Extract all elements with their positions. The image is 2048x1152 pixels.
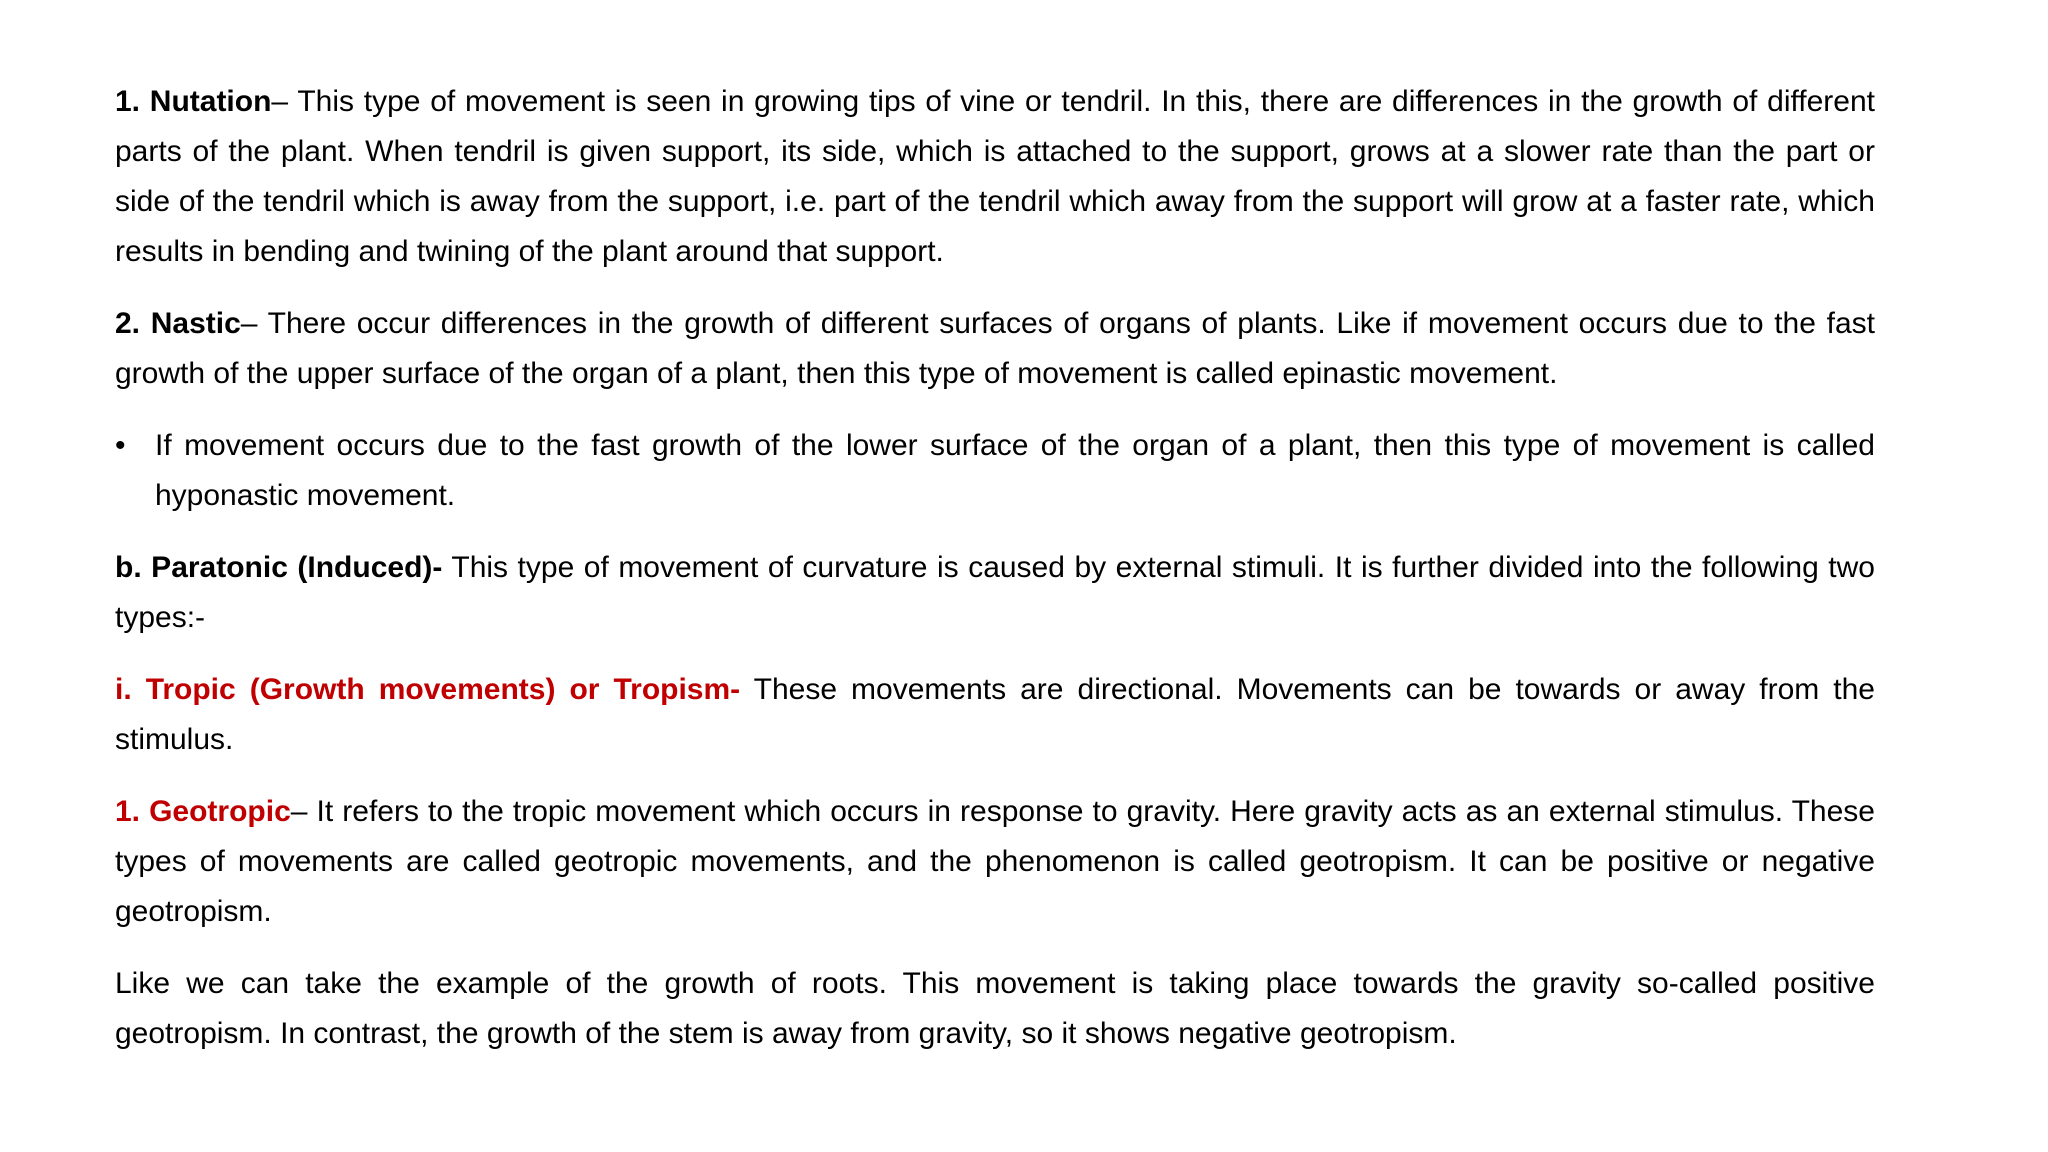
heading-tropic: i. Tropic (Growth movements) or Tropism- xyxy=(115,673,741,706)
text-tropic: These movements are directional. Movements can be towards or away from the stimulus. xyxy=(115,673,1875,756)
heading-geotropic: 1. Geotropic xyxy=(115,795,291,828)
text-geotropic: – It refers to the tropic movement which occurs in response to gravity. Here gravity acts as an external stimulus. These types of movements are called geotropic movements, and the phenomenon is called geotropism. It can be positive or negative geotropism. xyxy=(115,795,1875,928)
paragraph-example xyxy=(115,959,1875,1059)
text-nastic: – There occur differences in the growth of different surfaces of organs of plants. Like if movement occurs due to the fast growth of the upper surface of the organ of a plant, then this type of movement is called epinastic movement. xyxy=(115,307,1875,390)
paragraph-nutation xyxy=(115,77,1875,277)
heading-paratonic: b. Paratonic (Induced)- xyxy=(115,551,443,584)
slide-content xyxy=(115,77,1875,1081)
text-paratonic: This type of movement of curvature is caused by external stimuli. It is further divided into the following two types:- xyxy=(115,551,1875,634)
bullet-hyponastic xyxy=(115,421,1875,521)
paragraph-nastic xyxy=(115,299,1875,399)
paragraph-geotropic xyxy=(115,787,1875,937)
heading-nutation: 1. Nutation xyxy=(115,85,272,118)
paragraph-tropic xyxy=(115,665,1875,765)
paragraph-paratonic xyxy=(115,543,1875,643)
text-example: Like we can take the example of the growth of roots. This movement is taking place towards the gravity so-called positive geotropism. In contrast, the growth of the stem is away from gravity, so it shows negative geotropism. xyxy=(115,967,1875,1050)
text-hyponastic: If movement occurs due to the fast growth of the lower surface of the organ of a plant, then this type of movement is called hyponastic movement. xyxy=(155,429,1875,512)
bullet-icon: • xyxy=(115,429,126,462)
text-nutation: – This type of movement is seen in growing tips of vine or tendril. In this, there are differences in the growth of different parts of the plant. When tendril is given support, its side, which is attached to the support, grows at a slower rate than the part or side of the tendril which is away from the support, i.e. part of the tendril which away from the support will grow at a faster rate, which results in bending and twining of the plant around that support. xyxy=(115,85,1875,268)
heading-nastic: 2. Nastic xyxy=(115,307,241,340)
